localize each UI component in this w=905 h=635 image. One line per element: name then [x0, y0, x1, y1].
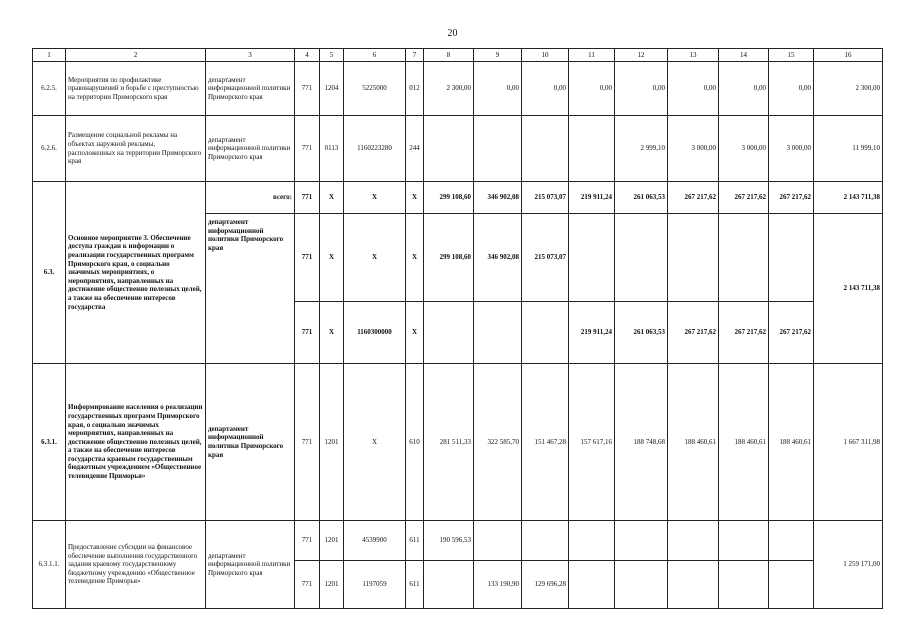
cell: 2 143 711,38: [814, 214, 883, 364]
cell-empty: [769, 561, 814, 609]
col-header: 9: [474, 49, 522, 62]
table-row: [33, 116, 883, 182]
header-row: [33, 49, 883, 62]
cell-empty: [615, 521, 668, 561]
cell: 11 999,10: [814, 116, 883, 182]
executor: департамент информационной политики Приморского края: [206, 116, 295, 182]
cell: 1160300000: [344, 302, 406, 364]
cell: 3 000,00: [769, 116, 814, 182]
cell: 267 217,62: [719, 182, 769, 214]
col-header: 6: [344, 49, 406, 62]
executor: департамент информационной политики Приморского края: [206, 364, 295, 521]
cell: 190 596,53: [424, 521, 474, 561]
cell: 0113: [320, 116, 344, 182]
cell: 244: [406, 116, 424, 182]
cell: 0,00: [569, 62, 615, 116]
cell: 771: [295, 521, 320, 561]
cell: 771: [295, 364, 320, 521]
cell-empty: [569, 561, 615, 609]
cell: 3 000,00: [719, 116, 769, 182]
cell-empty: [424, 561, 474, 609]
cell: 322 585,70: [474, 364, 522, 521]
cell: 1204: [320, 62, 344, 116]
cell: 133 190,90: [474, 561, 522, 609]
cell: X: [406, 182, 424, 214]
cell: 0,00: [769, 62, 814, 116]
col-header: 3: [206, 49, 295, 62]
cell: 267 217,62: [769, 302, 814, 364]
cell: 261 063,53: [615, 182, 668, 214]
col-header: 15: [769, 49, 814, 62]
cell: 281 511,33: [424, 364, 474, 521]
cell: 771: [295, 214, 320, 302]
cell-empty: [668, 214, 719, 302]
cell: [424, 116, 474, 182]
table-row: [33, 182, 883, 214]
cell-empty: [474, 302, 522, 364]
cell-empty: [769, 214, 814, 302]
cell-empty: [615, 214, 668, 302]
cell: 267 217,62: [668, 302, 719, 364]
row-number: 6.2.6.: [33, 116, 66, 182]
cell-empty: [719, 561, 769, 609]
cell: 610: [406, 364, 424, 521]
cell: 012: [406, 62, 424, 116]
cell-empty: [474, 521, 522, 561]
cell-empty: [615, 561, 668, 609]
cell: 346 902,08: [474, 214, 522, 302]
col-header: 1: [33, 49, 66, 62]
cell-empty: [769, 521, 814, 561]
cell: 0,00: [668, 62, 719, 116]
cell: 5225000: [344, 62, 406, 116]
cell: 188 460,61: [769, 364, 814, 521]
measure-name: Информирование населения о реализации государственных программ Приморского края, о социально значимых мероприятиях, направленных на достижение общественно полезных целей, а также на обеспечение интересов государства краевым государственным бюджетным учреждением «Общественное телевидение Приморья»: [66, 364, 206, 521]
cell: 299 108,60: [424, 182, 474, 214]
page-number: 20: [447, 28, 458, 39]
cell: X: [344, 214, 406, 302]
cell: 1 667 311,98: [814, 364, 883, 521]
cell: X: [320, 182, 344, 214]
cell: 771: [295, 62, 320, 116]
cell: 771: [295, 182, 320, 214]
cell: [474, 116, 522, 182]
executor: департамент информационной политики Приморского края: [206, 521, 295, 609]
cell: 157 617,16: [569, 364, 615, 521]
cell: 129 696,28: [522, 561, 569, 609]
cell: 267 217,62: [769, 182, 814, 214]
cell: 346 902,08: [474, 182, 522, 214]
cell: 771: [295, 302, 320, 364]
cell: 1160223280: [344, 116, 406, 182]
cell: 188 748,68: [615, 364, 668, 521]
measure-name: Мероприятия по профилактике правонарушений и борьбе с преступностью на территории Приморского края: [66, 62, 206, 116]
col-header: 10: [522, 49, 569, 62]
cell: 261 063,53: [615, 302, 668, 364]
cell-empty: [668, 521, 719, 561]
cell: X: [406, 302, 424, 364]
executor: департамент информационной политики Приморского края: [206, 214, 295, 364]
measure-name: Основное мероприятие 3. Обеспечение доступа граждан к информации о реализации государственных программ Приморского края, о социально значимых мероприятиях, о мероприятиях, направленных на достижение общественно полезных целей, а также на обеспечение интересов государства: [66, 182, 206, 364]
cell-empty: [569, 521, 615, 561]
cell: 219 911,24: [569, 302, 615, 364]
cell: 2 999,10: [615, 116, 668, 182]
cell-empty: [522, 521, 569, 561]
table-row: [33, 521, 883, 561]
col-header: 4: [295, 49, 320, 62]
cell: 0,00: [719, 62, 769, 116]
cell: 1201: [320, 521, 344, 561]
col-header: 14: [719, 49, 769, 62]
cell: 151 467,28: [522, 364, 569, 521]
cell: X: [344, 182, 406, 214]
col-header: 2: [66, 49, 206, 62]
cell: X: [320, 302, 344, 364]
col-header: 7: [406, 49, 424, 62]
row-number: 6.3.1.1.: [33, 521, 66, 609]
cell: 2 300,00: [814, 62, 883, 116]
col-header: 13: [668, 49, 719, 62]
measure-name: Предоставление субсидии на финансовое обеспечение выполнения государственного задания краевому государственному бюджетному учреждению «Общественное телевидение Приморья»: [66, 521, 206, 609]
cell-empty: [668, 561, 719, 609]
cell: 2 300,00: [424, 62, 474, 116]
cell: 0,00: [522, 62, 569, 116]
cell: 0,00: [474, 62, 522, 116]
cell-empty: [424, 302, 474, 364]
cell: 219 911,24: [569, 182, 615, 214]
cell: 1201: [320, 561, 344, 609]
executor: департамент информационной политики Приморского края: [206, 62, 295, 116]
cell: 771: [295, 561, 320, 609]
cell: 2 143 711,38: [814, 182, 883, 214]
cell: 267 217,62: [719, 302, 769, 364]
measure-name: Размещение социальной рекламы на объектах наружной рекламы, расположенных на территории Приморского края: [66, 116, 206, 182]
table-row: [33, 62, 883, 116]
budget-table: [32, 48, 883, 609]
cell: [522, 116, 569, 182]
total-label: всего:: [206, 182, 295, 214]
cell: 299 108,60: [424, 214, 474, 302]
cell: 0,00: [615, 62, 668, 116]
cell: 611: [406, 561, 424, 609]
cell: 188 460,61: [668, 364, 719, 521]
cell: 1201: [320, 364, 344, 521]
col-header: 11: [569, 49, 615, 62]
cell: 188 460,61: [719, 364, 769, 521]
cell: 267 217,62: [668, 182, 719, 214]
row-number: 6.2.5.: [33, 62, 66, 116]
col-header: 12: [615, 49, 668, 62]
cell-empty: [522, 302, 569, 364]
cell: 611: [406, 521, 424, 561]
cell: 771: [295, 116, 320, 182]
cell: 1197059: [344, 561, 406, 609]
cell: X: [406, 214, 424, 302]
cell: 215 073,07: [522, 214, 569, 302]
col-header: 5: [320, 49, 344, 62]
cell: 1 259 171,00: [814, 521, 883, 609]
cell: 3 000,00: [668, 116, 719, 182]
row-number: 6.3.1.: [33, 364, 66, 521]
cell: X: [320, 214, 344, 302]
cell: X: [344, 364, 406, 521]
cell-empty: [719, 214, 769, 302]
cell: 4539900: [344, 521, 406, 561]
cell: [569, 116, 615, 182]
col-header: 16: [814, 49, 883, 62]
col-header: 8: [424, 49, 474, 62]
row-number: 6.3.: [33, 182, 66, 364]
cell-empty: [719, 521, 769, 561]
cell: 215 073,07: [522, 182, 569, 214]
cell-empty: [569, 214, 615, 302]
table-row: [33, 364, 883, 521]
